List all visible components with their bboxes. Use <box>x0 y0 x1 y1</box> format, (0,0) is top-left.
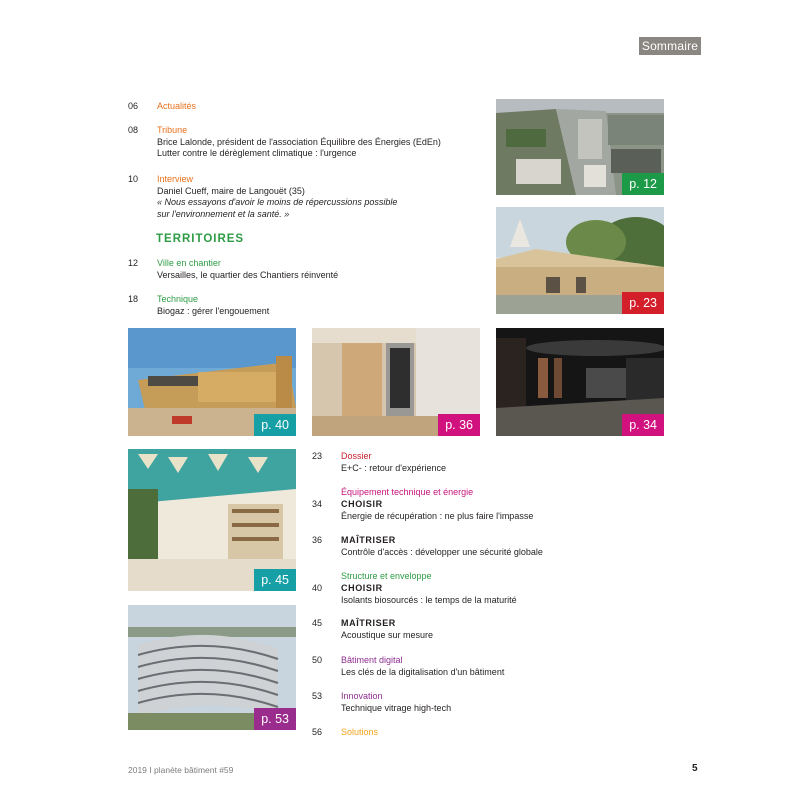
toc-category: Interview <box>157 174 194 184</box>
toc-group-heading: Structure et enveloppe <box>341 571 432 581</box>
toc-quote-line: sur l'environnement et la santé. » <box>157 208 290 219</box>
toc-category: Tribune <box>157 125 188 135</box>
toc-line: Isolants biosourcés : le temps de la maturité <box>341 594 517 605</box>
footer-publication: 2019 I planète bâtiment #59 <box>128 765 234 775</box>
toc-kicker: MAÎTRISER <box>341 535 396 545</box>
toc-category: Solutions <box>341 727 379 737</box>
toc-page-number: 08 <box>128 125 139 135</box>
toc-page-number: 23 <box>312 451 323 461</box>
page-tag-53: p. 53 <box>254 708 296 730</box>
toc-line: Contrôle d'accès : développer une sécurité globale <box>341 546 543 557</box>
toc-page-number: 06 <box>128 101 139 111</box>
toc-page-number: 18 <box>128 294 139 304</box>
page-tag-45: p. 45 <box>254 569 296 591</box>
toc-quote-line: « Nous essayons d'avoir le moins de répercussions possible <box>157 197 398 207</box>
photo-library-interior[interactable] <box>128 449 296 591</box>
toc-category: Ville en chantier <box>157 258 221 268</box>
toc-line: Versailles, le quartier des Chantiers réinventé <box>157 269 339 280</box>
photo-round-building[interactable] <box>128 605 296 730</box>
toc-category: Dossier <box>341 451 372 461</box>
toc-page-number: 50 <box>312 655 323 665</box>
toc-page-number: 40 <box>312 583 323 593</box>
photo-aerial-city[interactable] <box>496 99 664 195</box>
toc-kicker: CHOISIR <box>341 499 383 509</box>
photo-dark-interior[interactable] <box>496 328 664 436</box>
page-tag-23: p. 23 <box>622 292 664 314</box>
toc-page-number: 53 <box>312 691 323 701</box>
toc-line: E+C- : retour d'expérience <box>341 462 447 473</box>
toc-kicker: CHOISIR <box>341 583 383 593</box>
toc-line: Daniel Cueff, maire de Langouët (35) <box>157 185 305 196</box>
toc-page-number: 36 <box>312 535 323 545</box>
toc-page-number: 45 <box>312 618 323 628</box>
toc-group-heading: Équipement technique et énergie <box>341 487 474 497</box>
toc-page-number: 10 <box>128 174 139 184</box>
toc-page-number: 56 <box>312 727 323 737</box>
toc-category: Bâtiment digital <box>341 655 403 665</box>
page-tag-34: p. 34 <box>622 414 664 436</box>
section-heading-territoires: TERRITOIRES <box>156 233 245 245</box>
toc-page-number: 34 <box>312 499 323 509</box>
toc-category: Technique <box>157 294 199 304</box>
toc-page-number: 12 <box>128 258 139 268</box>
toc-kicker: MAÎTRISER <box>341 618 396 628</box>
toc-line: Les clés de la digitalisation d'un bâtiment <box>341 666 505 677</box>
page-tag-12: p. 12 <box>622 173 664 195</box>
section-badge: Sommaire <box>639 37 701 55</box>
photo-access-door[interactable] <box>312 328 480 436</box>
toc-line: Lutter contre le dérèglement climatique : l'urgence <box>157 148 357 158</box>
footer-page-number: 5 <box>692 763 698 774</box>
page-tag-36: p. 36 <box>438 414 480 436</box>
photo-construction-site[interactable] <box>128 328 296 436</box>
photo-building-exterior[interactable] <box>496 207 664 314</box>
toc-line: Brice Lalonde, président de l'association Équilibre des Énergies (EdEn) <box>157 136 441 147</box>
toc-line: Acoustique sur mesure <box>341 629 434 640</box>
toc-category: Innovation <box>341 691 383 701</box>
page-tag-40: p. 40 <box>254 414 296 436</box>
toc-line: Énergie de récupération : ne plus faire l'impasse <box>341 510 534 521</box>
toc-category: Actualités <box>157 101 197 111</box>
toc-line: Biogaz : gérer l'engouement <box>157 305 270 316</box>
toc-line: Technique vitrage high-tech <box>341 702 452 713</box>
